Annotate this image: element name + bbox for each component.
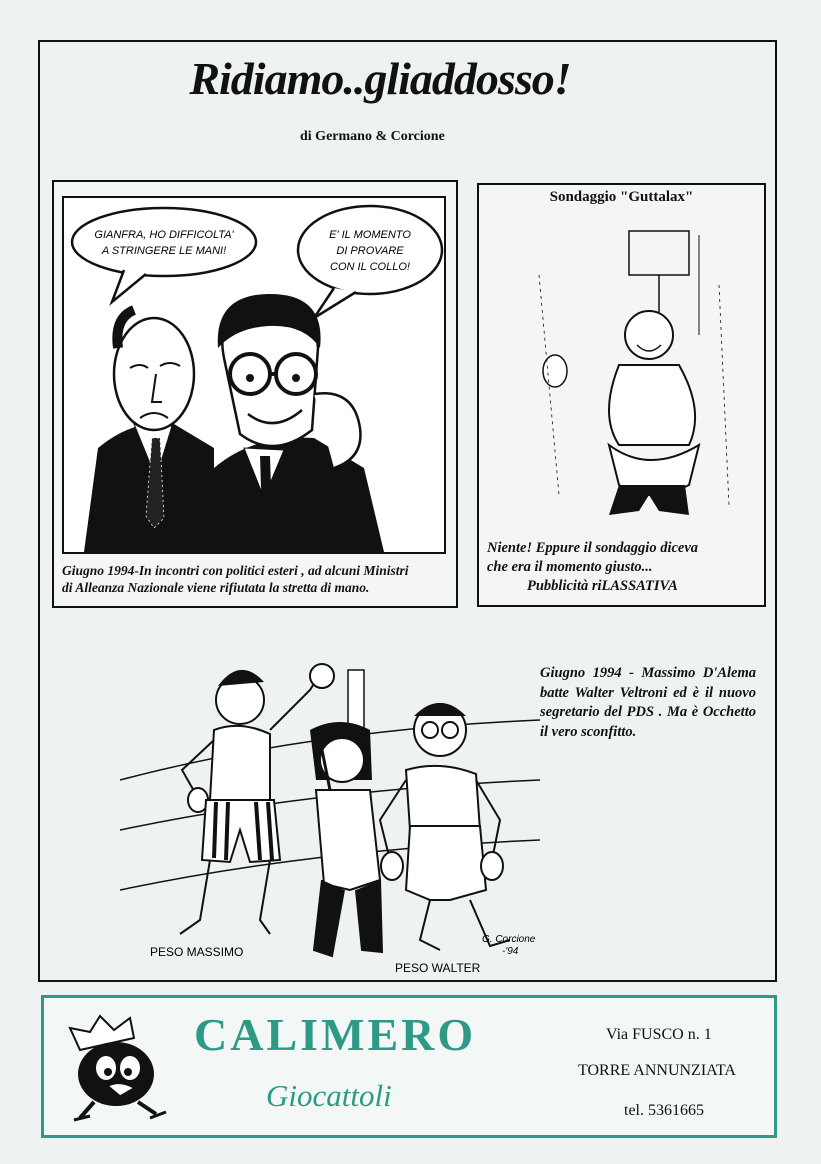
cartoon-drawing-handshake [62, 196, 446, 554]
bubble-right-line-1: E' IL MOMENTO [329, 229, 411, 241]
handshake-illustration [64, 198, 444, 552]
label-peso-walter: PESO WALTER [395, 961, 481, 975]
cartoon-left-caption [62, 562, 454, 596]
calimero-chick-icon [60, 1010, 180, 1126]
bubble-right-line-2: DI PROVARE [336, 245, 404, 257]
caption-right-line-1: Niente! Eppure il sondaggio diceva [487, 540, 699, 556]
ad-phone: tel. 5361665 [624, 1102, 704, 1119]
page-title: Ridiamo..gliaddosso! [189, 53, 571, 104]
toilet-illustration [499, 215, 749, 531]
bubble-left-line-2: A STRINGERE LE MANI! [101, 245, 227, 257]
ad-address: Via FUSCO n. 1 [606, 1026, 712, 1043]
label-peso-massimo: PESO MASSIMO [150, 945, 244, 959]
caption-left-line-2: di Alleanza Nazionale viene rifiutata la stretta di mano. [62, 580, 370, 595]
artist-signature: G. Corcione [482, 934, 536, 945]
cartoon-right-title: Sondaggio "Guttalax" [549, 189, 694, 205]
figure-bald-man [84, 310, 214, 552]
cartoon-panel-left [52, 180, 458, 608]
advertisement-calimero [41, 995, 777, 1138]
referee-figure [310, 722, 382, 956]
caption-left-line-1: Giugno 1994-In incontri con politici esteri , ad alcuni Ministri [62, 563, 409, 578]
byline: di Germano & Corcione [300, 129, 445, 144]
bubble-right-line-3: CON IL COLLO! [330, 261, 410, 273]
ad-city: TORRE ANNUNZIATA [578, 1062, 736, 1079]
boxer-walter [380, 703, 510, 950]
speech-bubble-left [72, 208, 256, 302]
boxing-illustration [110, 650, 550, 975]
caption-right-line-3: Pubblicità riLASSATIVA [527, 578, 678, 594]
bubble-left-line-1: GIANFRA, HO DIFFICOLTA' [94, 229, 234, 241]
cartoon-panel-right [477, 183, 766, 607]
caption-right-line-2: che era il momento giusto... [487, 559, 653, 575]
cartoon-right-caption [487, 539, 759, 596]
ad-brand-name: CALIMERO [194, 1009, 477, 1060]
speech-bubble-right [298, 206, 442, 318]
ad-subtitle: Giocattoli [266, 1078, 392, 1113]
boxing-caption: Giugno 1994 - Massimo D'Alema batte Walter Veltroni ed è il nuovo segretario del PDS . Ma è Occhetto il vero sconfitto. [540, 665, 756, 740]
figure-glasses-man [204, 294, 384, 552]
artist-signature-year: -'94 [502, 946, 519, 957]
